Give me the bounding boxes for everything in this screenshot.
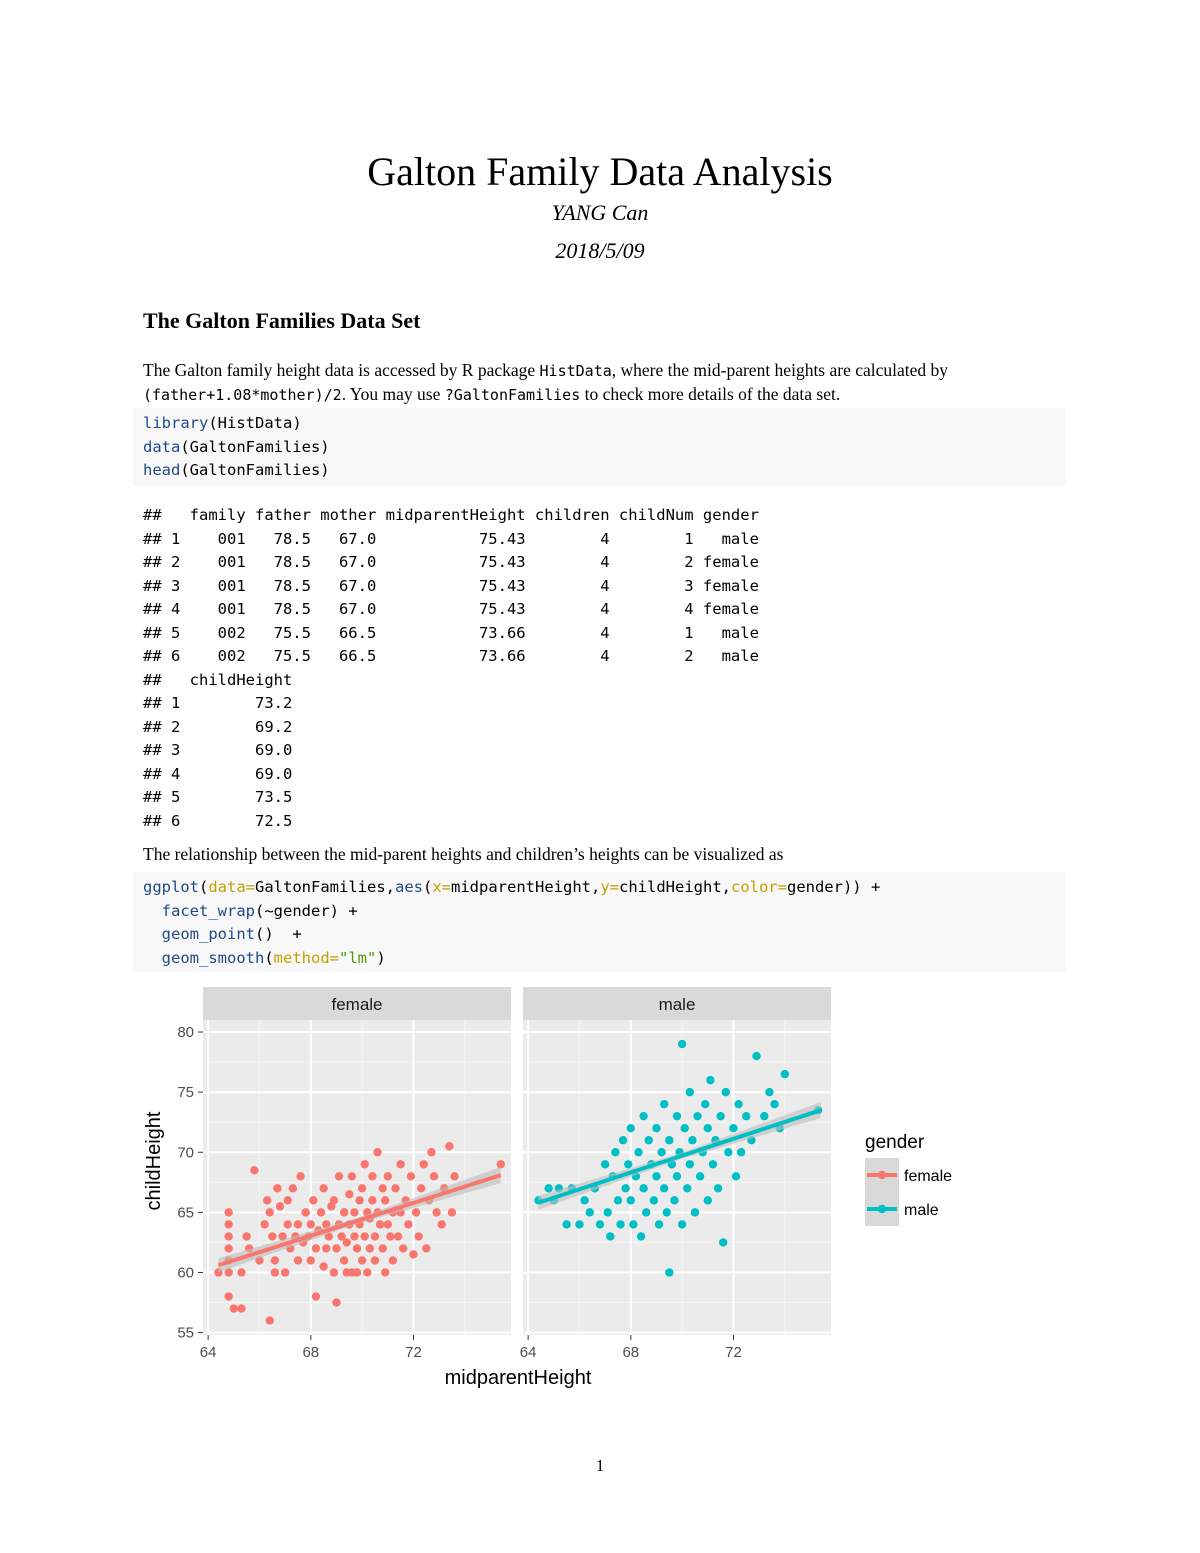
data-point (266, 1208, 274, 1216)
data-point (621, 1184, 629, 1192)
document-title: Galton Family Data Analysis (367, 149, 833, 194)
data-point (345, 1190, 353, 1198)
data-point (224, 1220, 232, 1228)
y-tick-label: 80 (177, 1024, 194, 1042)
data-point (706, 1076, 714, 1084)
data-point (709, 1160, 717, 1168)
data-point (268, 1232, 276, 1240)
panel-male (523, 987, 831, 1335)
data-point (734, 1100, 742, 1108)
legend-key-point (878, 1205, 886, 1213)
output-line: ## 4 001 78.5 67.0 75.43 4 4 female (143, 600, 759, 618)
data-point (420, 1160, 428, 1168)
data-point (562, 1220, 570, 1228)
data-point (317, 1208, 325, 1216)
code-arg: data= (208, 878, 256, 896)
code-fn: library (143, 414, 209, 432)
code-token: ) (376, 948, 386, 967)
data-point (378, 1244, 386, 1252)
data-point (373, 1148, 381, 1156)
data-point (665, 1268, 673, 1276)
code-string: "lm" (339, 948, 377, 967)
data-point (407, 1172, 415, 1180)
document-author: YANG Can (551, 200, 649, 225)
data-point (683, 1184, 691, 1192)
plot-intro-paragraph: The relationship between the mid-parent heights and children’s heights can be visualized as (143, 844, 784, 864)
data-point (366, 1244, 374, 1252)
data-point (450, 1172, 458, 1180)
data-point (770, 1100, 778, 1108)
data-point (655, 1220, 663, 1228)
data-point (432, 1208, 440, 1216)
document-date: 2018/5/09 (555, 238, 645, 263)
data-point (312, 1244, 320, 1252)
data-point (294, 1220, 302, 1228)
data-point (296, 1172, 304, 1180)
data-point (355, 1196, 363, 1204)
data-point (624, 1160, 632, 1168)
data-point (307, 1256, 315, 1264)
data-point (544, 1184, 552, 1192)
x-tick-label: 64 (519, 1344, 537, 1361)
x-tick-label: 68 (302, 1344, 320, 1361)
data-point (281, 1268, 289, 1276)
facet-label: male (658, 995, 696, 1014)
panel-female (203, 987, 511, 1335)
data-point (660, 1184, 668, 1192)
data-point (399, 1244, 407, 1252)
data-point (430, 1172, 438, 1180)
data-point (670, 1196, 678, 1204)
code-arg: x= (432, 878, 452, 896)
legend-label: male (904, 1202, 939, 1219)
code-arg: y= (600, 878, 619, 896)
data-point (678, 1220, 686, 1228)
data-point (250, 1166, 258, 1174)
data-point (639, 1184, 647, 1192)
code-token: gender)) + (786, 878, 881, 896)
data-point (358, 1184, 366, 1192)
data-point (691, 1208, 699, 1216)
data-point (242, 1232, 250, 1240)
y-tick-label: 60 (177, 1264, 194, 1282)
data-point (604, 1208, 612, 1216)
facet-label: female (331, 995, 383, 1014)
code-fn: ggplot (143, 878, 199, 896)
data-point (614, 1196, 622, 1204)
code-fn: data (143, 437, 181, 456)
data-point (652, 1124, 660, 1132)
data-point (652, 1172, 660, 1180)
data-point (781, 1070, 789, 1078)
x-tick-label: 72 (725, 1344, 742, 1361)
data-point (601, 1160, 609, 1168)
data-point (319, 1184, 327, 1192)
data-point (412, 1208, 420, 1216)
data-point (414, 1232, 422, 1240)
code-args: (HistData) (208, 414, 302, 432)
legend-label: female (904, 1168, 953, 1185)
data-point (381, 1196, 389, 1204)
data-point (678, 1040, 686, 1048)
code-token: ( (264, 948, 274, 967)
output-line: ## 5 002 75.5 66.5 73.66 4 1 male (143, 623, 759, 642)
code-fn: geom_smooth (161, 948, 265, 967)
data-point (340, 1208, 348, 1216)
data-point (301, 1208, 309, 1216)
data-point (688, 1136, 696, 1144)
data-point (686, 1160, 694, 1168)
code-token: () + (255, 925, 302, 943)
scatter-chart (0, 980, 1200, 1400)
data-point (422, 1244, 430, 1252)
data-point (353, 1268, 361, 1276)
x-tick-label: 64 (199, 1344, 217, 1361)
data-point (289, 1184, 297, 1192)
data-point (732, 1172, 740, 1180)
data-point (284, 1196, 292, 1204)
code-token: childHeight, (619, 878, 731, 896)
code-token: GaltonFamilies, (255, 878, 395, 896)
x-tick-label: 72 (405, 1344, 422, 1361)
code-args: (GaltonFamilies) (180, 461, 330, 479)
data-point (371, 1256, 379, 1264)
x-tick-label: 68 (622, 1344, 640, 1361)
data-point (438, 1220, 446, 1228)
data-point (417, 1184, 425, 1192)
legend-key-point (878, 1171, 886, 1179)
data-point (294, 1256, 302, 1264)
code-arg: method= (273, 948, 339, 967)
page-number: 1 (595, 1456, 605, 1475)
data-point (650, 1196, 658, 1204)
data-point (389, 1256, 397, 1264)
y-tick-label: 55 (177, 1324, 194, 1342)
data-point (673, 1112, 681, 1120)
data-point (353, 1244, 361, 1252)
code-block-plot (133, 872, 1066, 972)
data-point (384, 1172, 392, 1180)
data-point (611, 1148, 619, 1156)
data-point (224, 1232, 232, 1240)
data-point (448, 1208, 456, 1216)
output-line: ## 1 73.2 (143, 694, 293, 712)
y-axis-title: childHeight (143, 1111, 165, 1211)
data-point (701, 1100, 709, 1108)
data-point (271, 1268, 279, 1276)
code-fn: geom_point (161, 925, 255, 943)
inline-code-package: HistData (539, 362, 612, 380)
data-point (409, 1250, 417, 1258)
data-point (427, 1148, 435, 1156)
inline-code-formula: (father+1.08*mother)/2 (143, 386, 342, 404)
data-point (657, 1148, 665, 1156)
data-point (619, 1136, 627, 1144)
data-point (224, 1244, 232, 1252)
data-point (580, 1196, 588, 1204)
data-point (629, 1220, 637, 1228)
code-token: ( (423, 878, 433, 896)
data-point (276, 1202, 284, 1210)
output-line: ## childHeight (143, 670, 293, 689)
data-point (634, 1148, 642, 1156)
data-point (368, 1196, 376, 1204)
data-point (714, 1184, 722, 1192)
data-point (737, 1148, 745, 1156)
data-point (729, 1124, 737, 1132)
data-point (348, 1172, 356, 1180)
data-point (309, 1196, 317, 1204)
output-line: ## 3 69.0 (143, 741, 293, 759)
data-point (343, 1238, 351, 1246)
data-point (742, 1112, 750, 1120)
code-fn: head (143, 461, 181, 479)
data-point (284, 1220, 292, 1228)
data-point (381, 1268, 389, 1276)
data-point (704, 1124, 712, 1132)
data-point (332, 1298, 340, 1306)
intro-text-2: , where the mid-parent heights are calculated by (611, 360, 949, 380)
data-point (330, 1196, 338, 1204)
data-point (724, 1148, 732, 1156)
data-point (642, 1208, 650, 1216)
code-token: ( (199, 878, 209, 896)
data-point (760, 1112, 768, 1120)
data-point (575, 1220, 583, 1228)
x-axis-title: midparentHeight (444, 1367, 592, 1389)
data-point (673, 1172, 681, 1180)
data-point (404, 1220, 412, 1228)
data-point (361, 1160, 369, 1168)
data-point (335, 1172, 343, 1180)
data-point (376, 1220, 384, 1228)
y-tick-label: 65 (177, 1204, 194, 1222)
data-point (663, 1208, 671, 1216)
output-line: ## 6 002 75.5 66.5 73.66 4 2 male (143, 647, 759, 665)
output-line: ## 2 001 78.5 67.0 75.43 4 2 female (143, 553, 759, 571)
data-point (260, 1220, 268, 1228)
output-line: ## 1 001 78.5 67.0 75.43 4 1 male (143, 529, 759, 548)
data-point (340, 1256, 348, 1264)
data-point (637, 1232, 645, 1240)
legend (865, 1132, 952, 1226)
y-tick-label: 70 (177, 1144, 194, 1162)
data-point (704, 1196, 712, 1204)
data-point (391, 1184, 399, 1192)
data-point (371, 1232, 379, 1240)
output-line: ## 2 69.2 (143, 717, 293, 736)
data-point (686, 1088, 694, 1096)
data-point (394, 1232, 402, 1240)
r-output-block (143, 504, 759, 833)
data-point (230, 1304, 238, 1312)
legend-title: gender (865, 1132, 925, 1153)
data-point (396, 1160, 404, 1168)
section-heading: The Galton Families Data Set (143, 308, 421, 333)
data-point (350, 1208, 358, 1216)
data-point (224, 1292, 232, 1300)
code-token: (~gender) + (255, 901, 358, 920)
code-fn: facet_wrap (161, 901, 255, 920)
output-line: ## 5 73.5 (143, 788, 293, 806)
intro-text-1: The Galton family height data is accessed by R package (143, 360, 540, 380)
code-fn: aes (395, 878, 423, 896)
data-point (696, 1172, 704, 1180)
data-point (386, 1232, 394, 1240)
intro-text-3: . You may use (341, 384, 445, 404)
output-line: ## 3 001 78.5 67.0 75.43 4 3 female (143, 576, 759, 595)
output-line: ## family father mother midparentHeight children childNum gender (143, 506, 759, 524)
data-point (307, 1220, 315, 1228)
data-point (627, 1124, 635, 1132)
data-point (350, 1232, 358, 1240)
output-line: ## 6 72.5 (143, 811, 293, 830)
code-arg: color= (730, 878, 787, 896)
data-point (660, 1100, 668, 1108)
data-point (719, 1238, 727, 1246)
code-block-load (133, 408, 1066, 486)
intro-paragraph (143, 359, 1065, 407)
data-point (716, 1112, 724, 1120)
data-point (237, 1268, 245, 1276)
data-point (765, 1088, 773, 1096)
data-point (639, 1112, 647, 1120)
data-point (368, 1172, 376, 1180)
data-point (681, 1124, 689, 1132)
data-point (332, 1244, 340, 1252)
data-point (322, 1244, 330, 1252)
output-line: ## 4 69.0 (143, 764, 293, 783)
data-point (330, 1268, 338, 1276)
data-point (363, 1268, 371, 1276)
data-point (237, 1304, 245, 1312)
data-point (319, 1262, 327, 1270)
y-tick-label: 75 (177, 1084, 194, 1102)
data-point (384, 1220, 392, 1228)
data-point (271, 1256, 279, 1264)
data-point (627, 1196, 635, 1204)
data-point (596, 1220, 604, 1228)
data-point (665, 1136, 673, 1144)
data-point (266, 1316, 274, 1324)
data-point (445, 1142, 453, 1150)
inline-code-help: ?GaltonFamilies (444, 386, 581, 404)
intro-text-4: to check more details of the data set. (580, 384, 841, 404)
data-point (693, 1112, 701, 1120)
data-point (752, 1052, 760, 1060)
data-point (361, 1232, 369, 1240)
data-point (312, 1292, 320, 1300)
data-point (358, 1256, 366, 1264)
code-args: (GaltonFamilies) (180, 437, 330, 456)
data-point (378, 1184, 386, 1192)
data-point (616, 1220, 624, 1228)
data-point (722, 1088, 730, 1096)
data-point (273, 1184, 281, 1192)
data-point (586, 1208, 594, 1216)
code-token: midparentHeight, (451, 878, 601, 896)
data-point (224, 1208, 232, 1216)
data-point (263, 1196, 271, 1204)
data-point (645, 1136, 653, 1144)
data-point (606, 1232, 614, 1240)
